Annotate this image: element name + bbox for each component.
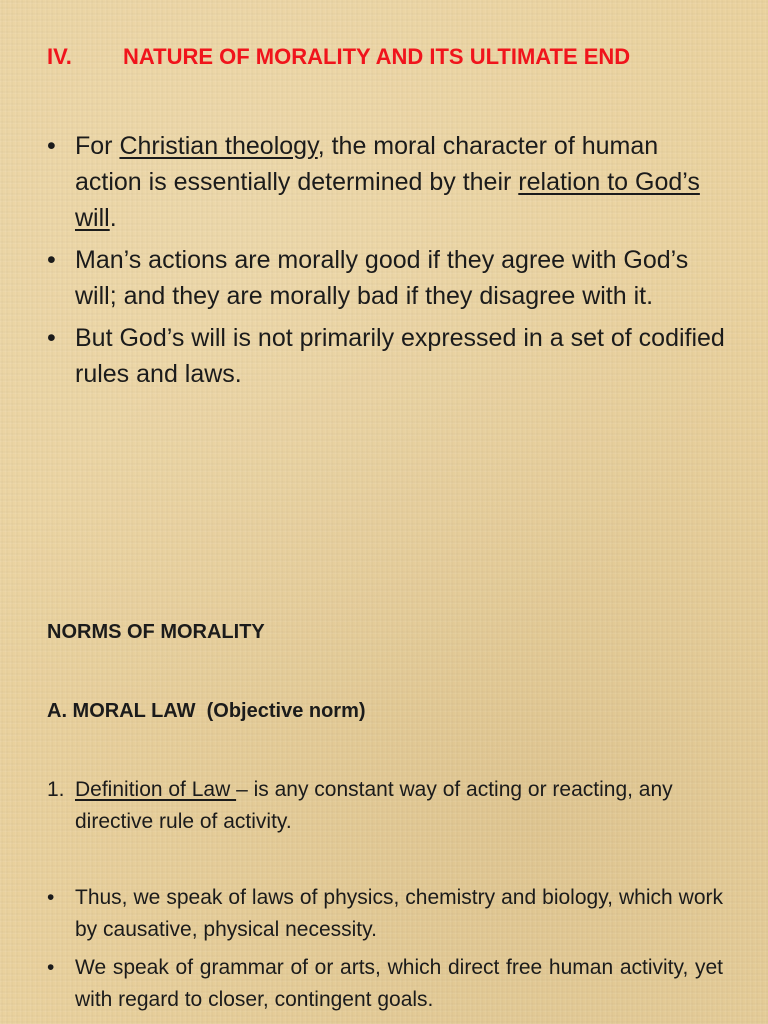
section-heading: [47, 44, 630, 70]
underlined-term: Christian theology: [119, 132, 318, 160]
definition-text: [75, 774, 727, 838]
list-item: [47, 242, 727, 314]
bullet-text: But God’s will is not primarily expressed in a set of codified rules and laws.: [75, 324, 725, 388]
list-item: [47, 128, 727, 236]
definition-body: – is any constant way of acting or reacting, any directive rule of activity.: [75, 778, 673, 833]
bullet-text: [75, 128, 727, 236]
text-fragment: , the moral character of human action is essentially determined by their: [75, 132, 659, 196]
examples-list: [47, 882, 723, 1022]
list-item: [47, 320, 727, 392]
bullet-icon: •: [47, 956, 55, 979]
definition-number: 1.: [47, 778, 65, 801]
text-fragment: For: [75, 132, 120, 160]
underlined-term: relation to God’s will: [75, 168, 700, 232]
bullet-text: Thus, we speak of laws of physics, chemistry and biology, which work by causative, physical necessity.: [75, 886, 723, 941]
bullet-icon: •: [47, 886, 55, 909]
bullet-list: [47, 128, 727, 398]
definition-item: [47, 774, 727, 838]
bullet-icon: •: [47, 246, 56, 274]
section-title: NATURE OF MORALITY AND ITS ULTIMATE END: [123, 44, 631, 69]
bullet-text: Man’s actions are morally good if they agree with God’s will; and they are morally bad if they disagree with it.: [75, 246, 689, 310]
norms-heading: NORMS OF MORALITY: [47, 621, 265, 643]
section-number: IV.: [47, 44, 72, 69]
definition-term: Definition of Law: [75, 778, 237, 801]
list-item: [47, 952, 723, 1016]
bullet-text: We speak of grammar of or arts, which direct free human activity, yet with regard to closer, contingent goals.: [75, 956, 723, 1011]
text-fragment: .: [109, 204, 117, 232]
list-item: [47, 882, 723, 946]
bullet-icon: •: [47, 132, 56, 160]
bullet-icon: •: [47, 324, 56, 352]
moral-law-heading: A. MORAL LAW (Objective norm): [47, 700, 366, 722]
